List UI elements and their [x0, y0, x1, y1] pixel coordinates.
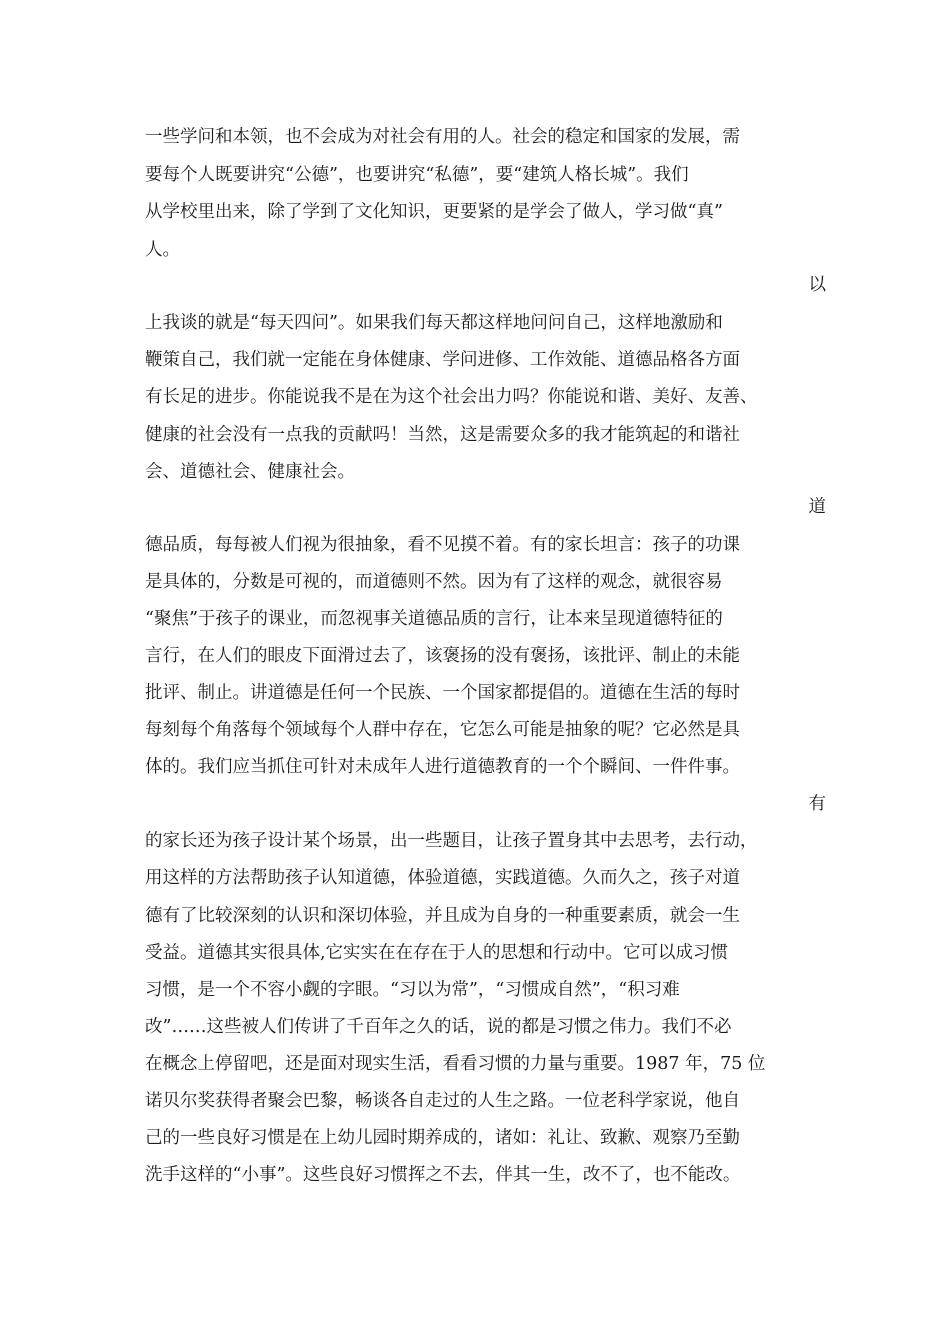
text-line: 德有了比较深刻的认识和深切体验，并且成为自身的一种重要素质，就会一生 [145, 906, 740, 926]
text-line: 要每个人既要讲究“公德”，也要讲究“私德”，要“建筑人格长城”。我们 [145, 165, 689, 185]
text-line: 鞭策自己，我们就一定能在身体健康、学问进修、工作效能、道德品格各方面 [145, 350, 740, 370]
text-line: 一些学问和本领，也不会成为对社会有用的人。社会的稳定和国家的发展，需 [145, 127, 740, 147]
text-line: 会、道德社会、健康社会。 [145, 462, 355, 482]
text-line: 洗手这样的“小事”。这些良好习惯挥之不去，伴其一生，改不了，也不能改。 [145, 1165, 741, 1185]
text-line: 批评、制止。讲道德是任何一个民族、一个国家都提倡的。道德在生活的每时 [145, 683, 740, 703]
text-line: 改”……这些被人们传讲了千百年之久的话，说的都是习惯之伟力。我们不必 [145, 1017, 732, 1037]
text-line: 的家长还为孩子设计某个场景，出一些题目，让孩子置身其中去思考，去行动， [145, 831, 758, 851]
text-line: 有长足的进步。你能说我不是在为这个社会出力吗？你能说和谐、美好、友善、 [145, 387, 758, 407]
text-line: 人。 [145, 240, 180, 260]
text-line: 用这样的方法帮助孩子认知道德，体验道德，实践道德。久而久之，孩子对道 [145, 868, 740, 888]
text-line: 受益。道德其实很具体,它实实在在存在于人的思想和行动中。它可以成习惯 [145, 943, 729, 963]
text-line: 己的一些良好习惯是在上幼儿园时期养成的，诸如：礼让、致歉、观察乃至勤 [145, 1128, 740, 1148]
text-line: 从学校里出来，除了学到了文化知识，更要紧的是学会了做人，学习做“真” [145, 202, 723, 222]
text-line: “聚焦”于孩子的课业，而忽视事关道德品质的言行，让本来呈现道德特征的 [145, 609, 723, 629]
text-line: 健康的社会没有一点我的贡献吗！当然，这是需要众多的我才能筑起的和谐社 [145, 425, 740, 445]
text-line-indent-start: 有 [808, 794, 826, 814]
text-line: 上我谈的就是“每天四问”。如果我们每天都这样地问问自己，这样地激励和 [145, 313, 723, 333]
text-line: 在概念上停留吧，还是面对现实生活，看看习惯的力量与重要。1987 年，75 位 [145, 1054, 766, 1074]
text-line: 诺贝尔奖获得者聚会巴黎，畅谈各自走过的人生之路。一位老科学家说，他自 [145, 1091, 740, 1111]
text-line: 言行，在人们的眼皮下面滑过去了，该褒扬的没有褒扬，该批评、制止的未能 [145, 646, 740, 666]
text-line-indent-start: 道 [808, 497, 826, 517]
text-line: 德品质，每每被人们视为很抽象，看不见摸不着。有的家长坦言：孩子的功课 [145, 535, 740, 555]
text-line: 体的。我们应当抓住可针对未成年人进行道德教育的一个个瞬间、一件件事。 [145, 757, 740, 777]
text-line: 习惯，是一个不容小觑的字眼。“习以为常”，“习惯成自然”，“积习难 [145, 980, 680, 1000]
text-line: 每刻每个角落每个领域每个人群中存在，它怎么可能是抽象的呢？它必然是具 [145, 720, 740, 740]
text-line-indent-start: 以 [808, 275, 826, 295]
text-line: 是具体的，分数是可视的，而道德则不然。因为有了这样的观念，就很容易 [145, 572, 723, 592]
